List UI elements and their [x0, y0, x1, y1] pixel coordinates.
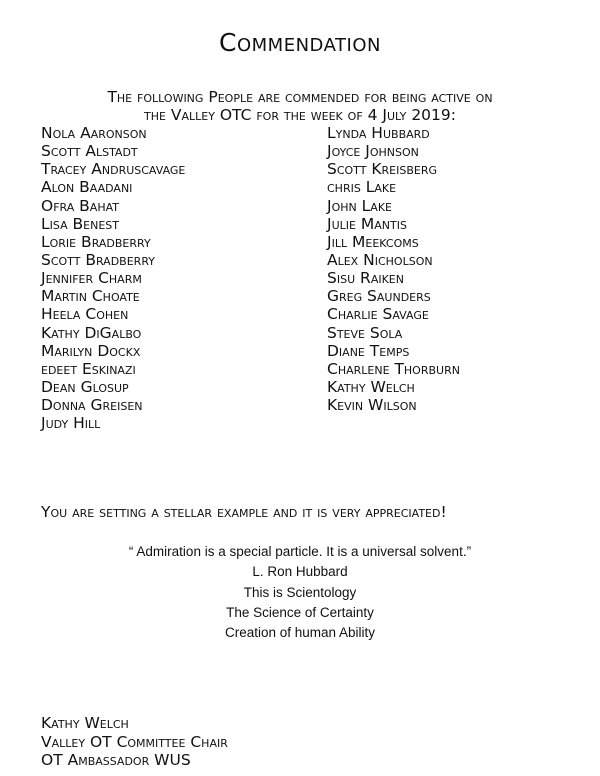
name-item: Heela Cohen: [41, 305, 129, 324]
name-item: Marilyn Dockx: [41, 341, 141, 360]
quote-line-2: The Science of Certainty: [226, 604, 374, 620]
name-item: Alex Nicholson: [327, 250, 433, 269]
quote-block: [0, 542, 600, 643]
name-item: Scott Bradberry: [41, 250, 155, 269]
intro-text: [20, 88, 580, 124]
name-item: Martin Choate: [41, 287, 140, 306]
quote-line-3: Creation of human Ability: [224, 625, 376, 641]
name-item: Dean Glosup: [41, 377, 129, 396]
signature-name: Kathy Welch: [41, 714, 129, 732]
name-item: Jennifer Charm: [41, 269, 142, 288]
name-item: Lisa Benest: [41, 214, 119, 233]
intro-line-2: the Valley OTC for the week of 4 July 2019:: [143, 106, 456, 124]
page-title: Commendation: [219, 28, 381, 57]
name-item: Scott Alstadt: [41, 142, 138, 161]
name-item: Charlene Thorburn: [327, 359, 460, 378]
name-item: Kathy DiGalbo: [41, 323, 142, 342]
names-right-column: [327, 124, 460, 414]
name-item: chris Lake: [327, 178, 397, 197]
name-item: Julie Mantis: [327, 214, 407, 233]
name-item: Kevin Wilson: [327, 396, 417, 415]
name-item: Alon Baadani: [41, 178, 133, 197]
name-item: Lynda Hubbard: [327, 124, 430, 142]
appreciation-line: You are setting a stellar example and it is very appreciated!: [41, 503, 447, 521]
name-item: Joyce Johnson: [327, 142, 419, 161]
name-item: Charlie Savage: [327, 305, 429, 324]
name-item: Steve Sola: [327, 323, 403, 342]
signature-title: OT Ambassador WUS: [41, 751, 191, 769]
names-left-column: [41, 124, 185, 432]
name-item: Greg Saunders: [327, 287, 431, 306]
quote-author: L. Ron Hubbard: [252, 564, 348, 580]
name-item: John Lake: [327, 196, 392, 215]
name-item: Judy Hill: [41, 414, 101, 433]
name-item: Lorie Bradberry: [41, 232, 151, 251]
name-item: Tracey Andruscavage: [41, 160, 186, 179]
signature-block: [41, 714, 228, 770]
name-item: Nola Aaronson: [41, 124, 147, 142]
intro-line-1: The following People are commended for being active on: [107, 88, 493, 106]
quote-text: “ Admiration is a special particle. It is a universal solvent.”: [128, 544, 472, 559]
name-item: Donna Greisen: [41, 396, 143, 415]
name-item: Kathy Welch: [327, 377, 415, 396]
name-item: Diane Temps: [327, 341, 410, 360]
name-item: Scott Kreisberg: [327, 160, 437, 179]
name-item: Ofra Bahat: [41, 196, 119, 215]
quote-line-1: This is Scientology: [243, 584, 357, 600]
name-item: Sisu Raiken: [327, 269, 404, 288]
name-item: edeet Eskinazi: [41, 359, 136, 378]
name-item: Jill Meekcoms: [327, 232, 419, 251]
signature-role: Valley OT Committee Chair: [41, 732, 228, 751]
